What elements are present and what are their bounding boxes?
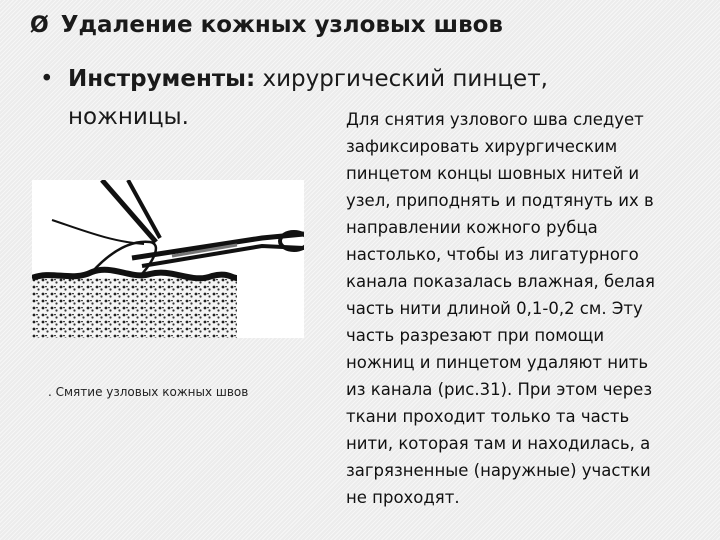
description-line: направлении кожного рубца [346,218,598,237]
bullet-dot-icon: • [40,66,54,92]
arrow-bullet-icon: Ø [30,13,49,38]
description-line: не проходят. [346,488,460,507]
description-line: ткани проходит только та часть [346,407,630,426]
description-line: пинцетом концы шовных нитей и [346,164,640,183]
instruments-line-1 [68,60,680,98]
description-line: настолько, чтобы из лигатурного [346,245,639,264]
description-line: нити, которая там и находилась, а [346,434,651,453]
description-line: часть разрезают при помощи [346,326,605,345]
slide-title [30,12,503,38]
description-line: ножниц и пинцетом удаляют нить [346,353,649,372]
tissue-layer [32,278,237,338]
description-line: Для снятия узлового шва следует [346,110,644,129]
instruments-line-2: ножницы. [68,104,189,130]
slide-title-text: Удаление кожных узловых швов [60,12,503,38]
instruments-label: Инструменты: [68,66,256,92]
description-line: зафиксировать хирургическим [346,137,618,156]
description-line: загрязненные (наружные) участки [346,461,651,480]
instruments-text-1: хирургический пинцет, [255,66,548,92]
description-line: часть нити длиной 0,1-0,2 см. Эту [346,299,643,318]
description-line: канала показалась влажная, белая [346,272,655,291]
suture-removal-illustration [32,180,304,338]
description-line: из канала (рис.31). При этом через [346,380,653,399]
procedure-description [346,106,712,511]
figure-caption: . Смятие узловых кожных швов [48,385,249,399]
description-line: узел, приподнять и подтянуть их в [346,191,654,210]
